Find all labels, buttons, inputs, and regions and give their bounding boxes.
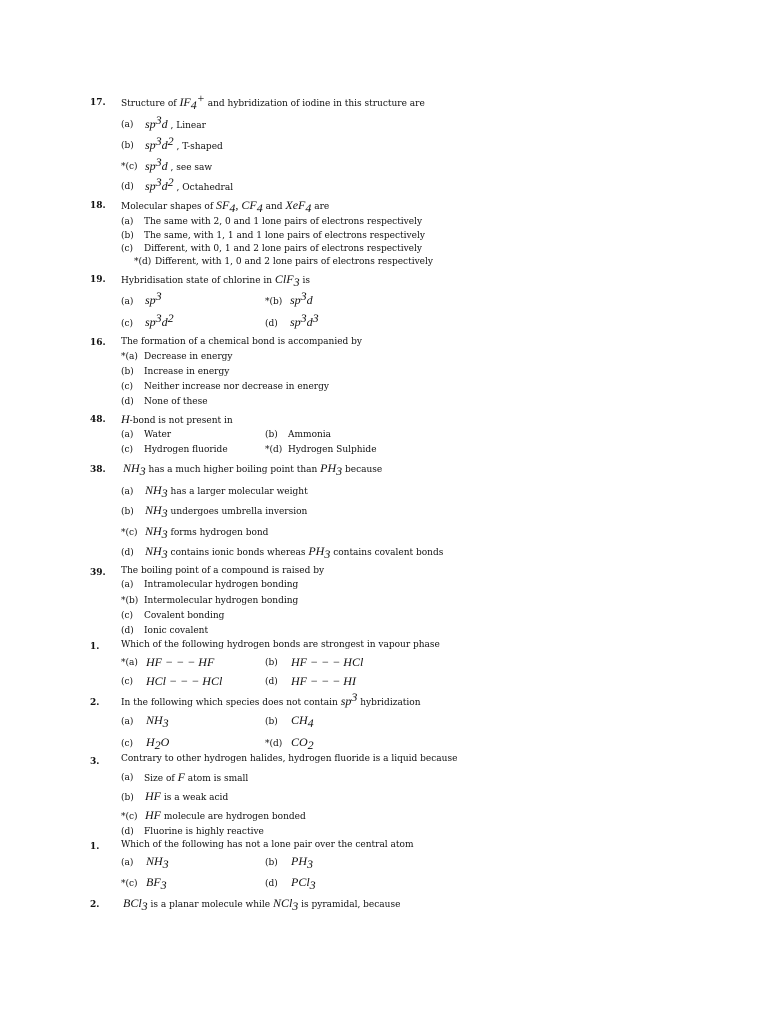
question-number: 1. <box>90 842 100 852</box>
option-text: Different, with 1, 0 and 2 lone pairs of electrons respectively <box>155 257 433 267</box>
option-text: Decrease in energy <box>144 352 233 362</box>
option: *(c) <box>121 528 138 538</box>
question-number: 1. <box>90 642 100 652</box>
option: (b) <box>265 858 278 868</box>
option: (a) <box>121 773 134 783</box>
option-formula: HF − − − HCl <box>291 655 364 669</box>
option: (d) <box>265 677 278 687</box>
option: (a) <box>121 120 134 130</box>
question-text: H-bond is not present in <box>121 412 233 426</box>
question-text: Which of the following has not a lone pair over the central atom <box>121 840 414 850</box>
option-content: $sp^3d$ <box>290 289 313 307</box>
option: *(a) <box>121 352 138 362</box>
option-content: $NH_3$ <box>146 713 169 730</box>
question-text: Molecular shapes of $SF_4$, $CF_4$ and XeF$_4$ are <box>121 198 330 215</box>
option: (d) <box>265 879 278 889</box>
option: (d) <box>121 548 134 558</box>
question-number: 18. <box>90 201 106 211</box>
option-content: $NH_3$ contains ionic bonds whereas $PH_3$ contains covalent bonds <box>145 544 444 561</box>
option: (b) <box>121 367 134 377</box>
option: (a) <box>121 717 134 727</box>
option-content: $CO_2$ <box>291 735 314 752</box>
option: (d) <box>121 626 134 636</box>
option-content: PCl$_3$ <box>291 875 316 892</box>
option: (a) <box>121 858 134 868</box>
question-number: 19. <box>90 275 106 285</box>
option: *(c) <box>121 162 138 172</box>
option: *(d) <box>265 739 283 749</box>
option-text: The same with 2, 0 and 1 lone pairs of electrons respectively <box>144 217 423 227</box>
option-content: $NH_3$ <box>146 854 169 871</box>
option-content: $sp^3d^2$ <box>145 311 174 329</box>
option-content: $sp^3d$ , Linear <box>145 113 206 131</box>
option: (b) <box>121 507 134 517</box>
option-content: $PH_3$ <box>291 854 313 871</box>
option: (a) <box>121 580 134 590</box>
option-text: Intramolecular hydrogen bonding <box>144 580 299 590</box>
question-number: 39. <box>90 568 106 578</box>
option-text: Fluorine is highly reactive <box>144 827 264 837</box>
option: (d) <box>121 397 134 407</box>
question-text: BCl$_3$ is a planar molecule while NCl$_3$ is pyramidal, because <box>123 896 401 913</box>
option: (d) <box>121 182 134 192</box>
option: *(b) <box>265 297 283 307</box>
option: (c) <box>121 319 134 329</box>
option-content: $sp^3d$ , see saw <box>145 155 213 173</box>
option-content: $sp^3d^2$ , Octahedral <box>145 175 234 193</box>
option: *(a) <box>121 658 138 668</box>
option-formula: HF − − − HF <box>146 655 215 669</box>
option: (b) <box>121 793 134 803</box>
question-text: Hybridisation state of chlorine in ClF$_3$ is <box>121 272 310 289</box>
option-content: $sp^3d^2$ , T-shaped <box>145 134 223 152</box>
option-text: Hydrogen fluoride <box>144 445 228 455</box>
option: (a) <box>121 217 134 227</box>
option-formula: HF − − − HI <box>291 674 356 688</box>
question-text: The formation of a chemical bond is accompanied by <box>121 337 363 347</box>
option: (c) <box>121 677 134 687</box>
option: (c) <box>121 445 134 455</box>
option-text: Ammonia <box>288 430 332 440</box>
option-text: Intermolecular hydrogen bonding <box>144 596 299 606</box>
option: *(c) <box>121 812 138 822</box>
option-formula: HCl − − − HCl <box>146 674 223 688</box>
option: (b) <box>265 658 278 668</box>
option: (d) <box>121 827 134 837</box>
option: *(d) <box>134 257 152 267</box>
option-text: The same, with 1, 1 and 1 lone pairs of electrons respectively <box>144 231 425 241</box>
question-text: The boiling point of a compound is raised by <box>121 566 325 576</box>
option-content: $sp^3d^3$ <box>290 311 319 329</box>
option-content: $sp^3$ <box>145 289 162 307</box>
option-content: $BF_3$ <box>146 875 167 892</box>
option: (c) <box>121 382 134 392</box>
question-number: 48. <box>90 415 106 425</box>
option: (b) <box>121 231 134 241</box>
option: (a) <box>121 430 134 440</box>
option-content: $CH_4$ <box>291 713 314 730</box>
option-content: $H_2O$ <box>146 735 170 752</box>
option-text: Water <box>144 430 172 440</box>
option: (a) <box>121 487 134 497</box>
option-content: $NH_3$ has a larger molecular weight <box>145 483 308 500</box>
question-number: 2. <box>90 900 100 910</box>
option-text: Different, with 0, 1 and 2 lone pairs of electrons respectively <box>144 244 422 254</box>
option: (c) <box>121 611 134 621</box>
option-text: Hydrogen Sulphide <box>288 445 377 455</box>
option-text: None of these <box>144 397 208 407</box>
option: (b) <box>265 430 278 440</box>
option: *(c) <box>121 879 138 889</box>
option: (b) <box>265 717 278 727</box>
option: (c) <box>121 244 134 254</box>
option-content: HF is a weak acid <box>145 789 229 803</box>
question-number: 3. <box>90 757 100 767</box>
option-content: $NH_3$ forms hydrogen bond <box>145 524 269 541</box>
question-text: Which of the following hydrogen bonds are strongest in vapour phase <box>121 640 440 650</box>
option: (c) <box>121 739 134 749</box>
option: *(b) <box>121 596 139 606</box>
option-content: HF molecule are hydrogen bonded <box>145 808 306 822</box>
question-number: 2. <box>90 698 100 708</box>
option-content: Size of F atom is small <box>144 770 249 784</box>
option: (b) <box>121 141 134 151</box>
question-text: Structure of $IF_4^+$ and hybridization of iodine in this structure are <box>121 91 425 112</box>
option-content: $NH_3$ undergoes umbrella inversion <box>145 503 308 520</box>
option: (a) <box>121 297 134 307</box>
option-text: Covalent bonding <box>144 611 225 621</box>
question-number: 38. <box>90 465 106 475</box>
question-number: 16. <box>90 338 106 348</box>
question-number: 17. <box>90 98 106 108</box>
question-text: Contrary to other hydrogen halides, hydrogen fluoride is a liquid because <box>121 754 458 764</box>
option-text: Increase in energy <box>144 367 230 377</box>
question-text: In the following which species does not contain $sp^3$ hybridization <box>121 690 421 708</box>
question-text: $NH_3$ has a much higher boiling point than $PH_3$ because <box>123 461 383 478</box>
option-text: Neither increase nor decrease in energy <box>144 382 329 392</box>
option: *(d) <box>265 445 283 455</box>
option: (d) <box>265 319 278 329</box>
option-text: Ionic covalent <box>144 626 209 636</box>
